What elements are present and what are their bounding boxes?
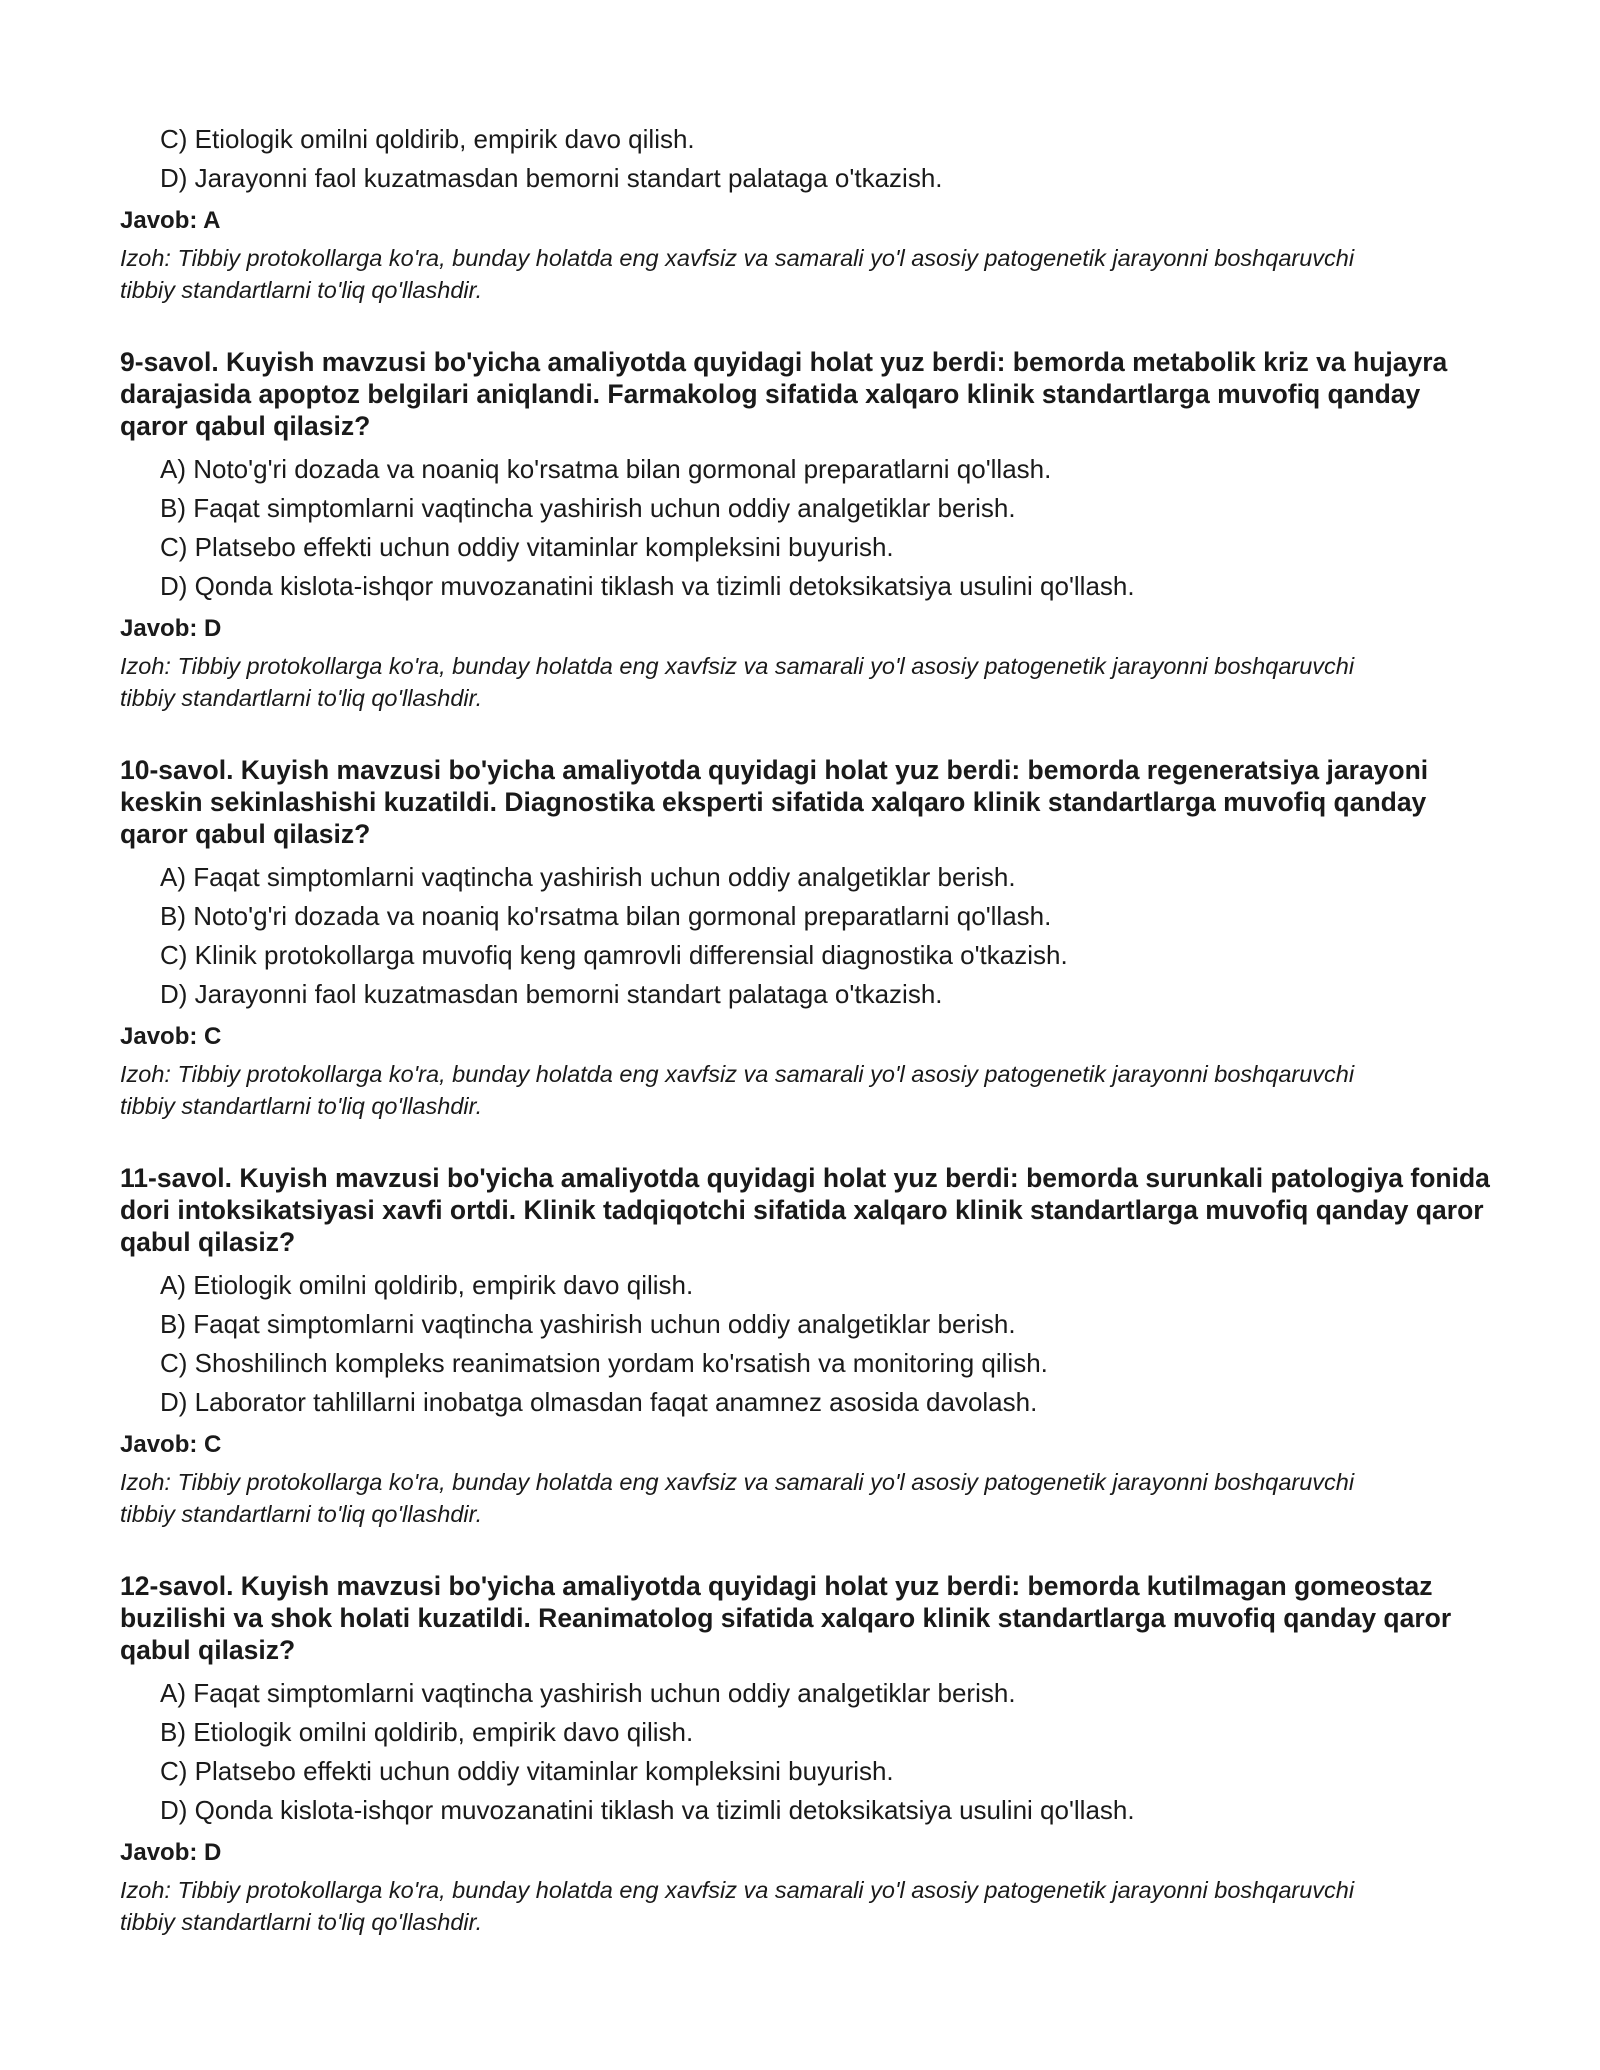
question-block-10 bbox=[120, 754, 1490, 1122]
answer-label: Javob: A bbox=[120, 207, 221, 234]
question-block-12 bbox=[120, 1570, 1490, 1938]
option-d: D) Jarayonni faol kuzatmasdan bemorni standart palataga o'tkazish. bbox=[160, 163, 943, 193]
option-a: A) Noto'g'ri dozada va noaniq ko'rsatma bilan gormonal preparatlarni qo'llash. bbox=[160, 454, 1052, 484]
question-text: 9-savol. Kuyish mavzusi bo'yicha amaliyotda quyidagi holat yuz berdi: bemorda metabolik kriz va hujayra darajasida apoptoz belgilari aniqlandi. Farmakolog sifatida xalqaro klinik standartlarga muvofiq qanday qaror qabul qilasiz? bbox=[120, 347, 1448, 441]
answer-label: Javob: C bbox=[120, 1023, 222, 1050]
option-c: C) Platsebo effekti uchun oddiy vitaminlar kompleksini buyurish. bbox=[160, 1756, 894, 1786]
option-b: B) Faqat simptomlarni vaqtincha yashirish uchun oddiy analgetiklar berish. bbox=[160, 493, 1016, 523]
answer-label: Javob: D bbox=[120, 615, 222, 642]
option-a: A) Etiologik omilni qoldirib, empirik davo qilish. bbox=[160, 1270, 694, 1300]
option-c: C) Etiologik omilni qoldirib, empirik davo qilish. bbox=[160, 124, 695, 154]
explanation-note: Izoh: Tibbiy protokollarga ko'ra, bunday holatda eng xavfsiz va samarali yo'l asosiy patogenetik jarayonni boshqaruvchi tibbiy standartlarni to'liq qo'llashdir. bbox=[120, 1877, 1355, 1935]
option-list bbox=[120, 1266, 1490, 1422]
question-text: 10-savol. Kuyish mavzusi bo'yicha amaliyotda quyidagi holat yuz berdi: bemorda regeneratsiya jarayoni keskin sekinlashishi kuzatildi. Diagnostika eksperti sifatida xalqaro klinik standartlarga muvofiq qanday qaror qabul qilasiz? bbox=[120, 755, 1429, 849]
option-d: D) Laborator tahlillarni inobatga olmasdan faqat anamnez asosida davolash. bbox=[160, 1387, 1038, 1417]
explanation-note: Izoh: Tibbiy protokollarga ko'ra, bunday holatda eng xavfsiz va samarali yo'l asosiy patogenetik jarayonni boshqaruvchi tibbiy standartlarni to'liq qo'llashdir. bbox=[120, 245, 1355, 303]
option-b: B) Faqat simptomlarni vaqtincha yashirish uchun oddiy analgetiklar berish. bbox=[160, 1309, 1016, 1339]
option-c: C) Shoshilinch kompleks reanimatsion yordam ko'rsatish va monitoring qilish. bbox=[160, 1348, 1048, 1378]
option-b: B) Noto'g'ri dozada va noaniq ko'rsatma bilan gormonal preparatlarni qo'llash. bbox=[160, 901, 1052, 931]
option-list bbox=[120, 858, 1490, 1014]
explanation-note: Izoh: Tibbiy protokollarga ko'ra, bunday holatda eng xavfsiz va samarali yo'l asosiy patogenetik jarayonni boshqaruvchi tibbiy standartlarni to'liq qo'llashdir. bbox=[120, 1469, 1355, 1527]
explanation-note: Izoh: Tibbiy protokollarga ko'ra, bunday holatda eng xavfsiz va samarali yo'l asosiy patogenetik jarayonni boshqaruvchi tibbiy standartlarni to'liq qo'llashdir. bbox=[120, 1061, 1355, 1119]
question-block-9 bbox=[120, 346, 1490, 714]
document-page bbox=[120, 120, 1490, 1938]
option-c: C) Platsebo effekti uchun oddiy vitaminlar kompleksini buyurish. bbox=[160, 532, 894, 562]
answer-label: Javob: D bbox=[120, 1839, 222, 1866]
question-text: 12-savol. Kuyish mavzusi bo'yicha amaliyotda quyidagi holat yuz berdi: bemorda kutilmagan gomeostaz buzilishi va shok holati kuzatildi. Reanimatolog sifatida xalqaro klinik standartlarga muvofiq qanday qaror qabul qilasiz? bbox=[120, 1571, 1452, 1665]
question-text: 11-savol. Kuyish mavzusi bo'yicha amaliyotda quyidagi holat yuz berdi: bemorda surunkali patologiya fonida dori intoksikatsiyasi xavfi ortdi. Klinik tadqiqotchi sifatida xalqaro klinik standartlarga muvofiq qanday qaror qabul qilasiz? bbox=[120, 1163, 1490, 1257]
option-d: D) Qonda kislota-ishqor muvozanatini tiklash va tizimli detoksikatsiya usulini qo'llash. bbox=[160, 1795, 1135, 1825]
option-a: A) Faqat simptomlarni vaqtincha yashirish uchun oddiy analgetiklar berish. bbox=[160, 1678, 1016, 1708]
option-a: A) Faqat simptomlarni vaqtincha yashirish uchun oddiy analgetiklar berish. bbox=[160, 862, 1016, 892]
option-list bbox=[120, 1674, 1490, 1830]
option-list bbox=[120, 120, 1490, 198]
option-list bbox=[120, 450, 1490, 606]
option-c: C) Klinik protokollarga muvofiq keng qamrovli differensial diagnostika o'tkazish. bbox=[160, 940, 1068, 970]
answer-label: Javob: C bbox=[120, 1431, 222, 1458]
question-block-11 bbox=[120, 1162, 1490, 1530]
question-fragment bbox=[120, 120, 1490, 306]
option-d: D) Jarayonni faol kuzatmasdan bemorni standart palataga o'tkazish. bbox=[160, 979, 943, 1009]
option-b: B) Etiologik omilni qoldirib, empirik davo qilish. bbox=[160, 1717, 694, 1747]
explanation-note: Izoh: Tibbiy protokollarga ko'ra, bunday holatda eng xavfsiz va samarali yo'l asosiy patogenetik jarayonni boshqaruvchi tibbiy standartlarni to'liq qo'llashdir. bbox=[120, 653, 1355, 711]
option-d: D) Qonda kislota-ishqor muvozanatini tiklash va tizimli detoksikatsiya usulini qo'llash. bbox=[160, 571, 1135, 601]
